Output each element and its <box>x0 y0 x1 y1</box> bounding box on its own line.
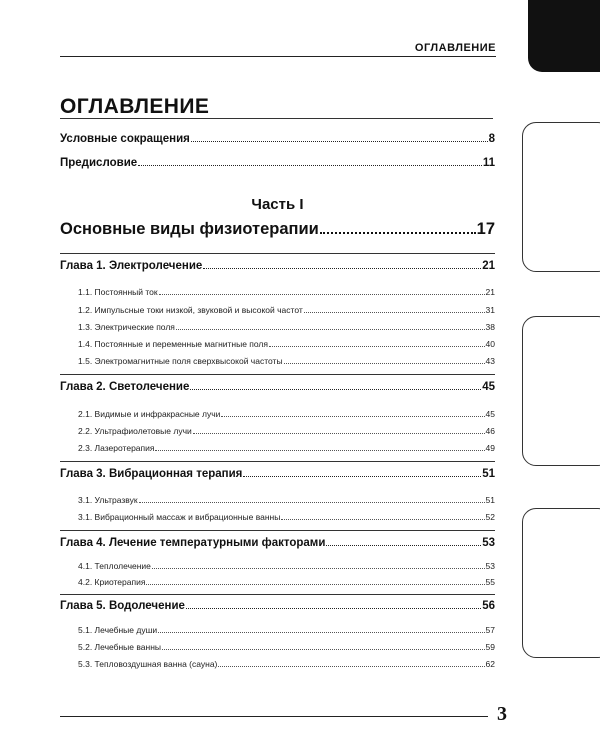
section-page: 53 <box>485 561 495 571</box>
chapter-separator <box>60 594 495 595</box>
section-page: 57 <box>485 625 495 635</box>
side-tab-1 <box>522 122 600 272</box>
side-tab-2 <box>522 316 600 466</box>
leader-dots <box>326 545 481 546</box>
section-page: 45 <box>485 409 495 419</box>
toc-section-1-3[interactable] <box>78 322 495 332</box>
leader-dots <box>152 568 485 569</box>
toc-section-5-2[interactable] <box>78 642 495 652</box>
toc-section-5-1[interactable] <box>78 625 495 635</box>
leader-dots <box>304 312 485 313</box>
side-tab-3 <box>522 508 600 658</box>
toc-section-2-1[interactable] <box>78 409 495 419</box>
footer-rule <box>60 716 488 717</box>
section-label: 5.1. Лечебные души <box>78 625 158 635</box>
toc-chapter-4[interactable] <box>60 537 495 549</box>
toc-chapter-2[interactable] <box>60 381 495 393</box>
leader-dots <box>281 519 484 520</box>
part-label: Часть I <box>251 196 304 213</box>
toc-chapter-1[interactable] <box>60 260 495 272</box>
leader-dots <box>146 584 484 585</box>
section-label: 2.2. Ультрафиолетовые лучи <box>78 426 192 436</box>
section-label: 1.1. Постоянный ток <box>78 287 158 297</box>
chapter-label: Глава 1. Электролечение <box>60 260 203 272</box>
black-corner-tab <box>528 0 600 72</box>
chapter-label: Глава 4. Лечение температурными факторами <box>60 537 326 549</box>
chapter-page: 21 <box>482 260 495 272</box>
chapter-page: 51 <box>482 468 495 480</box>
header-rule <box>60 56 496 57</box>
running-header: ОГЛАВЛЕНИЕ <box>414 42 496 54</box>
toc-section-1-5[interactable] <box>78 356 495 366</box>
toc-section-5-3[interactable] <box>78 659 495 669</box>
section-page: 59 <box>485 642 495 652</box>
chapter-page: 56 <box>482 600 495 612</box>
leader-dots <box>190 389 481 390</box>
chapter-page: 45 <box>482 381 495 393</box>
toc-entry-label: Условные сокращения <box>60 133 190 145</box>
section-page: 40 <box>485 339 495 349</box>
toc-section-3-1[interactable] <box>78 495 495 505</box>
section-page: 21 <box>485 287 495 297</box>
section-page: 52 <box>485 512 495 522</box>
section-label: 4.2. Криотерапия <box>78 577 146 587</box>
chapter-label: Глава 2. Светолечение <box>60 381 190 393</box>
leader-dots <box>139 502 485 503</box>
leader-dots <box>284 363 485 364</box>
leader-dots <box>186 608 481 609</box>
section-page: 55 <box>485 577 495 587</box>
chapter-separator <box>60 461 495 462</box>
toc-part-entry[interactable] <box>60 220 495 239</box>
leader-dots <box>320 232 476 234</box>
chapter-separator <box>60 374 495 375</box>
section-page: 51 <box>485 495 495 505</box>
part-page: 17 <box>476 220 495 238</box>
section-label: 3.1. Вибрационный массаж и вибрационные ванны <box>78 512 281 522</box>
page-title: ОГЛАВЛЕНИЕ <box>60 95 210 118</box>
chapter-page: 53 <box>482 537 495 549</box>
leader-dots <box>218 666 484 667</box>
toc-section-4-1[interactable] <box>78 561 495 571</box>
chapter-separator <box>60 253 495 254</box>
toc-chapter-3[interactable] <box>60 468 495 480</box>
page-number: 3 <box>497 703 507 725</box>
toc-section-2-2[interactable] <box>78 426 495 436</box>
chapter-separator <box>60 530 495 531</box>
section-page: 38 <box>485 322 495 332</box>
part-title: Основные виды физиотерапии <box>60 220 319 238</box>
leader-dots <box>176 329 485 330</box>
leader-dots <box>155 450 484 451</box>
leader-dots <box>191 141 488 142</box>
chapter-label: Глава 3. Вибрационная терапия <box>60 468 243 480</box>
section-label: 2.3. Лазеротерапия <box>78 443 155 453</box>
section-page: 31 <box>485 305 495 315</box>
leader-dots <box>138 165 482 166</box>
toc-section-1-4[interactable] <box>78 339 495 349</box>
section-page: 46 <box>485 426 495 436</box>
section-label: 1.3. Электрические поля <box>78 322 175 332</box>
toc-entry-page: 8 <box>488 133 495 145</box>
leader-dots <box>203 268 481 269</box>
toc-entry-abbreviations[interactable] <box>60 133 495 145</box>
chapter-label: Глава 5. Водолечение <box>60 600 185 612</box>
toc-section-3-2[interactable] <box>78 512 495 522</box>
leader-dots <box>162 649 485 650</box>
section-page: 43 <box>485 356 495 366</box>
section-label: 1.4. Постоянные и переменные магнитные поля <box>78 339 268 349</box>
leader-dots <box>193 433 485 434</box>
toc-section-2-3[interactable] <box>78 443 495 453</box>
toc-section-1-1[interactable] <box>78 287 495 297</box>
toc-section-4-2[interactable] <box>78 577 495 587</box>
toc-section-1-2[interactable] <box>78 305 495 315</box>
leader-dots <box>243 476 481 477</box>
section-label: 5.3. Тепловоздушная ванна (сауна) <box>78 659 218 669</box>
section-label: 3.1. Ультразвук <box>78 495 138 505</box>
section-label: 2.1. Видимые и инфракрасные лучи <box>78 409 221 419</box>
title-rule <box>60 118 493 119</box>
toc-chapter-5[interactable] <box>60 600 495 612</box>
section-label: 5.2. Лечебные ванны <box>78 642 162 652</box>
section-page: 62 <box>485 659 495 669</box>
section-label: 1.2. Импульсные токи низкой, звуковой и высокой частот <box>78 305 303 315</box>
leader-dots <box>158 632 484 633</box>
section-page: 49 <box>485 443 495 453</box>
toc-entry-preface[interactable] <box>60 157 495 169</box>
section-label: 1.5. Электромагнитные поля сверхвысокой частоты <box>78 356 283 366</box>
leader-dots <box>221 416 484 417</box>
leader-dots <box>159 294 485 295</box>
leader-dots <box>269 346 485 347</box>
toc-entry-page: 11 <box>482 157 495 169</box>
section-label: 4.1. Теплолечение <box>78 561 151 571</box>
toc-entry-label: Предисловие <box>60 157 138 169</box>
